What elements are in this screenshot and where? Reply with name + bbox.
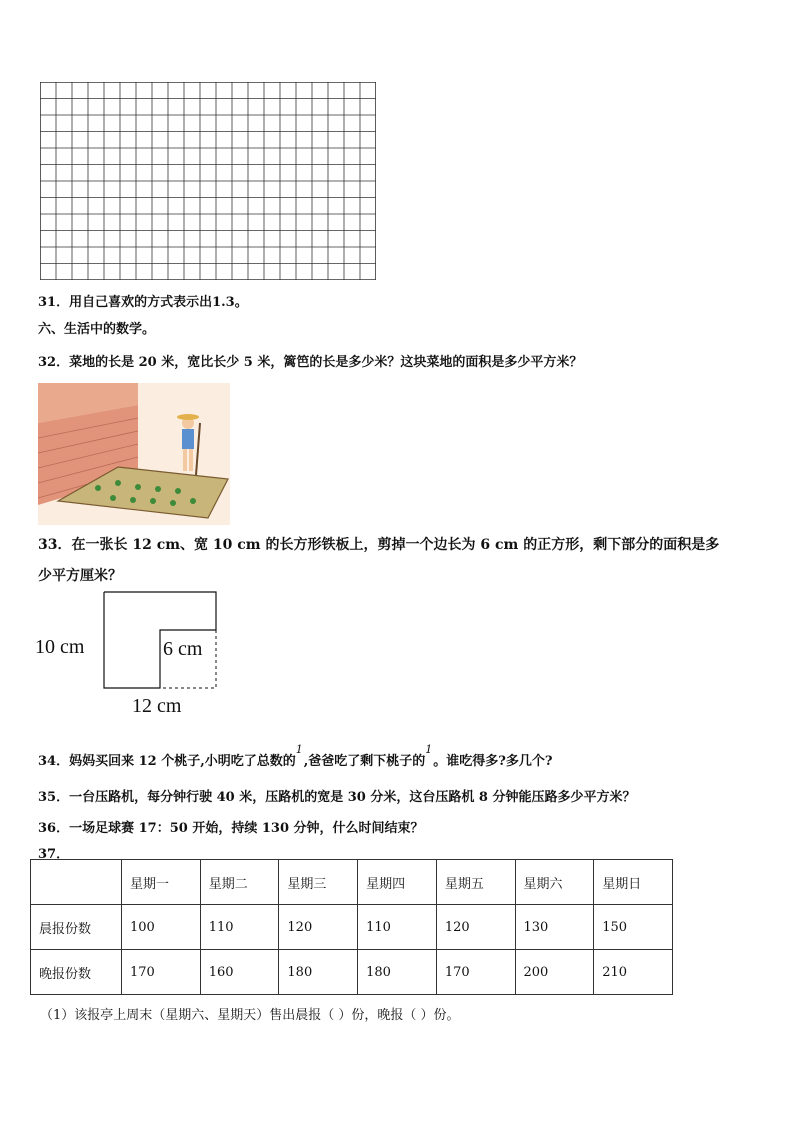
table-row: [31, 905, 673, 950]
question-34-part-1: 34．妈妈买回来 12 个桃子,小明吃了总数的: [38, 754, 296, 769]
table-cell: 150: [594, 905, 673, 950]
question-34: [38, 743, 553, 769]
table-cell: 120: [436, 905, 515, 950]
question-34-part-2: ,爸爸吃了剩下桃子的: [303, 754, 426, 769]
table-cell: 170: [122, 950, 201, 995]
table-cell: 星期日: [594, 860, 673, 905]
table-header-row: [31, 860, 673, 905]
question-31: 31．用自己喜欢的方式表示出1.3。: [38, 295, 248, 310]
width-label: 12 cm: [132, 695, 182, 717]
table-cell: 星期三: [279, 860, 358, 905]
table-cell: 210: [594, 950, 673, 995]
question-33-line-2: 少平方厘米？: [38, 568, 122, 584]
table-cell: 晚报份数: [31, 950, 122, 995]
cut-square-label: 6 cm: [163, 638, 203, 660]
table-cell: 星期一: [122, 860, 201, 905]
table-cell: 星期二: [200, 860, 279, 905]
table-cell: 星期六: [515, 860, 594, 905]
question-32: 32．菜地的长是 20 米，宽比长少 5 米，篱笆的长是多少米？这块菜地的面积是多少平方米？: [38, 355, 583, 370]
question-37-subquestion-1: （1）该报亭上周末（星期六、星期天）售出晨报（ ）份，晚报（ ）份。: [40, 1008, 460, 1023]
section-heading-6: 六、生活中的数学。: [38, 322, 156, 337]
fraction-2-numerator: 1: [425, 743, 433, 756]
table-cell: 130: [515, 905, 594, 950]
table-cell: 110: [200, 905, 279, 950]
question-33-line-1: 33．在一张长 12 cm、宽 10 cm 的长方形铁板上，剪掉一个边长为 6 cm 的正方形，剩下部分的面积是多: [38, 537, 720, 553]
table-cell: 180: [358, 950, 437, 995]
question-36: 36．一场足球赛 17：50 开始，持续 130 分钟，什么时间结束？: [38, 821, 424, 836]
table-row: [31, 950, 673, 995]
table-cell: 170: [436, 950, 515, 995]
table-cell: 180: [279, 950, 358, 995]
cut-rectangle-diagram: [30, 588, 230, 718]
question-37: 37．: [38, 847, 70, 862]
height-label: 10 cm: [35, 636, 85, 658]
fraction-1-numerator: 1: [295, 743, 303, 756]
table-cell: 120: [279, 905, 358, 950]
table-cell: 星期五: [436, 860, 515, 905]
table-cell: 110: [358, 905, 437, 950]
table-cell: 160: [200, 950, 279, 995]
table-cell: 100: [122, 905, 201, 950]
newspaper-sales-table: [30, 859, 673, 995]
table-cell: [31, 860, 122, 905]
question-35: 35．一台压路机，每分钟行驶 40 米，压路机的宽是 30 分米，这台压路机 8 分钟能压路多少平方米？: [38, 790, 636, 805]
grid-paper: [40, 82, 376, 280]
question-34-part-3: 。谁吃得多?多几个?: [433, 754, 553, 769]
table-cell: 晨报份数: [31, 905, 122, 950]
table-cell: 星期四: [358, 860, 437, 905]
vegetable-garden-illustration: [38, 383, 230, 525]
table-cell: 200: [515, 950, 594, 995]
